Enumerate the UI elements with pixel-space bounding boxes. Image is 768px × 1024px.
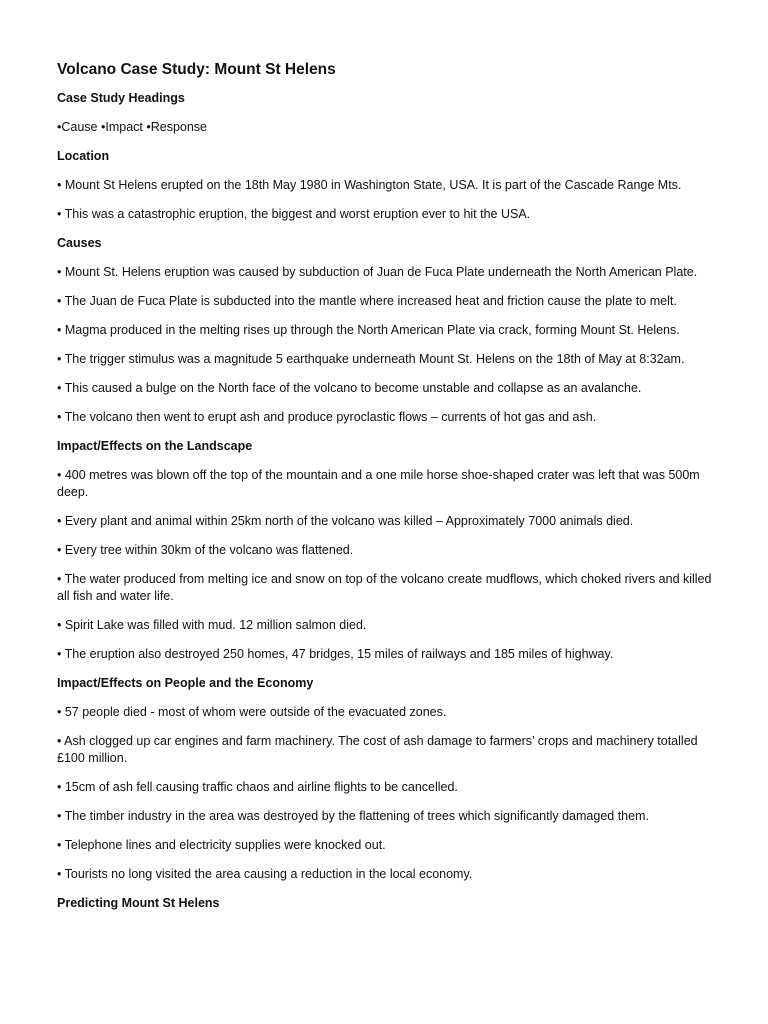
paragraph-line: • The volcano then went to erupt ash and produce pyroclastic flows – currents of hot gas and ash. [57,410,597,424]
paragraph-line: • Tourists no long visited the area causing a reduction in the local economy. [57,867,473,881]
paragraph-line: • The eruption also destroyed 250 homes, 47 bridges, 15 miles of railways and 185 miles of highway. [57,647,614,661]
paragraph-line: • This was a catastrophic eruption, the biggest and worst eruption ever to hit the USA. [57,207,531,221]
paragraph-line: • This caused a bulge on the North face of the volcano to become unstable and collapse as an avalanche. [57,381,642,395]
section-heading-case-study-headings: Case Study Headings [57,91,185,105]
section-heading-people-economy-impact: Impact/Effects on People and the Economy [57,676,314,690]
document-title: Volcano Case Study: Mount St Helens [57,61,336,78]
paragraph-line: • Every plant and animal within 25km north of the volcano was killed – Approximately 7000 animals died. [57,514,634,528]
section-heading-causes: Causes [57,236,102,250]
document-page [57,60,717,924]
paragraph-line: • The trigger stimulus was a magnitude 5 earthquake underneath Mount St. Helens on the 18th of May at 8:32am. [57,352,685,366]
paragraph-line: • 400 metres was blown off the top of the mountain and a one mile horse shoe-shaped crater was left that was 500m deep. [57,468,700,499]
paragraph-line: •Cause •Impact •Response [57,120,208,134]
paragraph-line: • 15cm of ash fell causing traffic chaos and airline flights to be cancelled. [57,780,458,794]
paragraph-line: • Mount St Helens erupted on the 18th May 1980 in Washington State, USA. It is part of the Cascade Range Mts. [57,178,682,192]
section-heading-location: Location [57,149,110,163]
section-heading-landscape-impact: Impact/Effects on the Landscape [57,439,253,453]
paragraph-line: • Ash clogged up car engines and farm machinery. The cost of ash damage to farmers’ crops and machinery totalled £100 million. [57,734,698,765]
paragraph-line: • 57 people died - most of whom were outside of the evacuated zones. [57,705,447,719]
paragraph-line: • Spirit Lake was filled with mud. 12 million salmon died. [57,618,367,632]
paragraph-line: • The Juan de Fuca Plate is subducted into the mantle where increased heat and friction cause the plate to melt. [57,294,677,308]
paragraph-line: • Mount St. Helens eruption was caused by subduction of Juan de Fuca Plate underneath the North American Plate. [57,265,698,279]
paragraph-line: • Every tree within 30km of the volcano was flattened. [57,543,354,557]
paragraph-line: • The water produced from melting ice and snow on top of the volcano create mudflows, which choked rivers and killed all fish and water life. [57,572,712,603]
paragraph-line: • The timber industry in the area was destroyed by the flattening of trees which significantly damaged them. [57,809,649,823]
paragraph-line: • Telephone lines and electricity supplies were knocked out. [57,838,386,852]
paragraph-line: • Magma produced in the melting rises up through the North American Plate via crack, forming Mount St. Helens. [57,323,680,337]
section-heading-predicting: Predicting Mount St Helens [57,896,220,910]
